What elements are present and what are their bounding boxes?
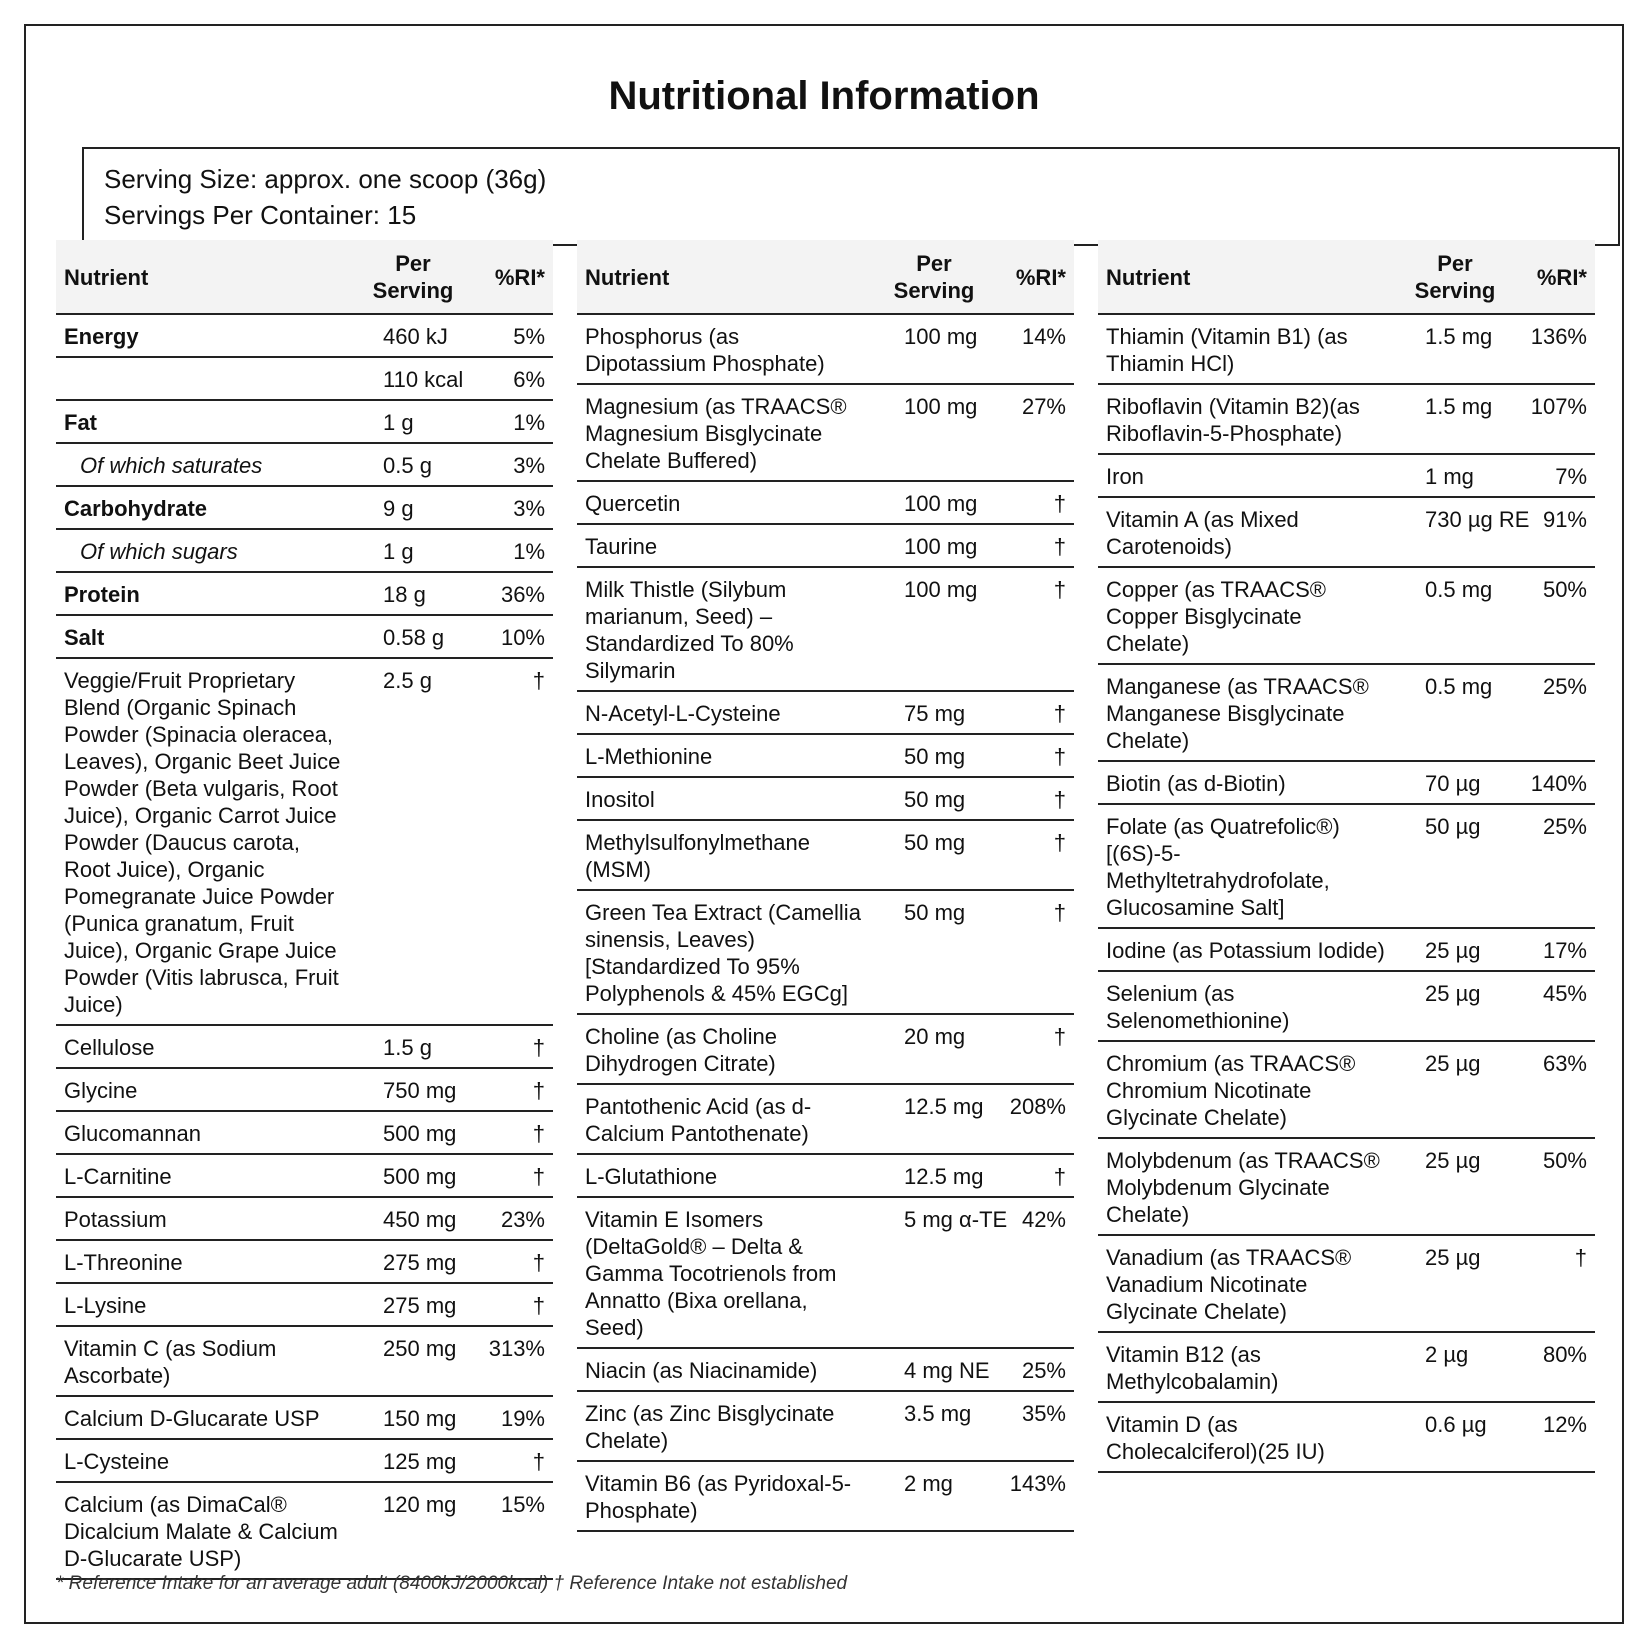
nutrient-name: Selenium (as Selenomethionine) (1098, 971, 1395, 1041)
ri-value: † (473, 1439, 553, 1482)
nutrient-name: Calcium D-Glucarate USP (56, 1396, 353, 1439)
footnote: * Reference Intake for an average adult (8400kJ/2000kcal) † Reference Intake not established (56, 1573, 848, 1594)
per-serving-value: 1 mg (1395, 454, 1515, 497)
table-row (577, 890, 1074, 1014)
table-row (56, 1482, 553, 1579)
table-row (577, 314, 1074, 384)
per-serving-value: 20 mg (874, 1014, 994, 1084)
table-row (56, 529, 553, 572)
per-serving-value: 125 mg (353, 1439, 473, 1482)
per-serving-value: 2.5 g (353, 658, 473, 1025)
ri-value: † (994, 1154, 1074, 1197)
per-serving-value: 9 g (353, 486, 473, 529)
table-row (577, 1391, 1074, 1461)
nutrient-name: L-Carnitine (56, 1154, 353, 1197)
table-row (1098, 454, 1595, 497)
nutrient-name: Calcium (as DimaCal® Dicalcium Malate & Calcium D-Glucarate USP) (56, 1482, 353, 1579)
ri-value: † (994, 777, 1074, 820)
nutrient-name: Veggie/Fruit Proprietary Blend (Organic Spinach Powder (Spinacia oleracea, Leaves), Organic Beet Juice Powder (Beta vulgaris, Root Juice), Organic Carrot Juice Powder (Daucus carota, Root Juice), Organic Pomegranate Juice Powder (Punica granatum, Fruit Juice), Organic Grape Juice Powder (Vitis labrusca, Fruit Juice) (56, 658, 353, 1025)
servings-per-container: Servings Per Container: 15 (104, 200, 417, 230)
ri-value: † (473, 1068, 553, 1111)
per-serving-value: 50 µg (1395, 804, 1515, 928)
table-row (56, 443, 553, 486)
table-row (577, 777, 1074, 820)
nutrient-column-2 (577, 240, 1074, 1532)
ri-value: 14% (994, 314, 1074, 384)
per-serving-value: 0.5 mg (1395, 664, 1515, 761)
table-row (1098, 384, 1595, 454)
per-serving-value: 25 µg (1395, 1138, 1515, 1235)
ri-value: † (473, 1283, 553, 1326)
ri-value: † (473, 658, 553, 1025)
nutrient-name: Copper (as TRAACS® Copper Bisglycinate Chelate) (1098, 567, 1395, 664)
ri-value: 15% (473, 1482, 553, 1579)
table-row (577, 524, 1074, 567)
nutrient-name: L-Lysine (56, 1283, 353, 1326)
per-serving-value: 50 mg (874, 734, 994, 777)
nutrient-name (56, 357, 353, 400)
per-serving-value: 275 mg (353, 1240, 473, 1283)
nutrient-name: Inositol (577, 777, 874, 820)
table-row (577, 567, 1074, 691)
table-row (56, 1068, 553, 1111)
ri-value: † (994, 524, 1074, 567)
per-serving-value: 75 mg (874, 691, 994, 734)
nutrient-name: Potassium (56, 1197, 353, 1240)
table-header-row (1098, 240, 1595, 314)
nutrient-name: Folate (as Quatrefolic®) [(6S)-5-Methyltetrahydrofolate, Glucosamine Salt] (1098, 804, 1395, 928)
table-row (577, 1154, 1074, 1197)
page-title: Nutritional Information (608, 74, 1040, 118)
ri-value: 136% (1515, 314, 1595, 384)
table-row (577, 1084, 1074, 1154)
ri-value: 25% (1515, 664, 1595, 761)
per-serving-value: 25 µg (1395, 928, 1515, 971)
nutrient-name: Salt (56, 615, 353, 658)
ri-value: 42% (994, 1197, 1074, 1348)
per-serving-value: 0.5 mg (1395, 567, 1515, 664)
nutrient-name: Methylsulfonylmethane (MSM) (577, 820, 874, 890)
nutrient-name: Chromium (as TRAACS® Chromium Nicotinate Glycinate Chelate) (1098, 1041, 1395, 1138)
ri-value: 1% (473, 400, 553, 443)
ri-value: 23% (473, 1197, 553, 1240)
nutrient-column-3 (1098, 240, 1595, 1473)
ri-value: 10% (473, 615, 553, 658)
table-row (56, 314, 553, 357)
nutrient-name: Iron (1098, 454, 1395, 497)
ri-value: † (994, 890, 1074, 1014)
nutrient-name: Vitamin B6 (as Pyridoxal-5-Phosphate) (577, 1461, 874, 1531)
table-row (56, 1283, 553, 1326)
nutrient-name: Taurine (577, 524, 874, 567)
ri-value: 50% (1515, 567, 1595, 664)
table-row (1098, 314, 1595, 384)
nutrient-name: Zinc (as Zinc Bisglycinate Chelate) (577, 1391, 874, 1461)
ri-value: 63% (1515, 1041, 1595, 1138)
ri-value: 143% (994, 1461, 1074, 1531)
header-nutrient: Nutrient (56, 240, 353, 314)
per-serving-value: 25 µg (1395, 1041, 1515, 1138)
table-row (1098, 971, 1595, 1041)
nutrient-name: Glucomannan (56, 1111, 353, 1154)
ri-value: † (994, 1014, 1074, 1084)
per-serving-value: 1 g (353, 400, 473, 443)
per-serving-value: 2 µg (1395, 1332, 1515, 1402)
per-serving-value: 5 mg α-TE (874, 1197, 994, 1348)
per-serving-value: 120 mg (353, 1482, 473, 1579)
serving-info-box (82, 147, 1620, 246)
nutrient-name: Green Tea Extract (Camellia sinensis, Leaves) [Standardized To 95% Polyphenols & 45% EGCg] (577, 890, 874, 1014)
table-row (56, 1111, 553, 1154)
per-serving-value: 460 kJ (353, 314, 473, 357)
nutrient-name: Quercetin (577, 481, 874, 524)
ri-value: 25% (1515, 804, 1595, 928)
table-row (577, 820, 1074, 890)
nutrient-name: Glycine (56, 1068, 353, 1111)
header-nutrient: Nutrient (577, 240, 874, 314)
per-serving-value: 1 g (353, 529, 473, 572)
per-serving-value: 4 mg NE (874, 1348, 994, 1391)
nutrient-name: Milk Thistle (Silybum marianum, Seed) – Standardized To 80% Silymarin (577, 567, 874, 691)
ri-value: 80% (1515, 1332, 1595, 1402)
nutrient-name: Manganese (as TRAACS® Manganese Bisglycinate Chelate) (1098, 664, 1395, 761)
per-serving-value: 110 kcal (353, 357, 473, 400)
per-serving-value: 18 g (353, 572, 473, 615)
ri-value: 27% (994, 384, 1074, 481)
table-row (1098, 1402, 1595, 1472)
nutrient-name: Molybdenum (as TRAACS® Molybdenum Glycinate Chelate) (1098, 1138, 1395, 1235)
ri-value: † (994, 691, 1074, 734)
nutrient-name: Of which sugars (56, 529, 353, 572)
ri-value: 208% (994, 1084, 1074, 1154)
ri-value: † (473, 1025, 553, 1068)
table-row (56, 1326, 553, 1396)
serving-size: Serving Size: approx. one scoop (36g) (104, 164, 547, 194)
nutrient-name: Vanadium (as TRAACS® Vanadium Nicotinate Glycinate Chelate) (1098, 1235, 1395, 1332)
per-serving-value: 275 mg (353, 1283, 473, 1326)
table-header-row (56, 240, 553, 314)
table-row (56, 357, 553, 400)
ri-value: 7% (1515, 454, 1595, 497)
table-row (1098, 1332, 1595, 1402)
nutrient-name: Biotin (as d-Biotin) (1098, 761, 1395, 804)
per-serving-value: 0.6 µg (1395, 1402, 1515, 1472)
per-serving-value: 3.5 mg (874, 1391, 994, 1461)
per-serving-value: 500 mg (353, 1111, 473, 1154)
per-serving-value: 12.5 mg (874, 1154, 994, 1197)
table-row (56, 486, 553, 529)
table-row (56, 400, 553, 443)
table-row (1098, 1138, 1595, 1235)
nutrient-name: Vitamin D (as Cholecalciferol)(25 IU) (1098, 1402, 1395, 1472)
per-serving-value: 12.5 mg (874, 1084, 994, 1154)
ri-value: 45% (1515, 971, 1595, 1041)
table-row (577, 691, 1074, 734)
nutrient-name: Thiamin (Vitamin B1) (as Thiamin HCl) (1098, 314, 1395, 384)
ri-value: † (1515, 1235, 1595, 1332)
per-serving-value: 100 mg (874, 384, 994, 481)
nutrient-name: Vitamin A (as Mixed Carotenoids) (1098, 497, 1395, 567)
per-serving-value: 100 mg (874, 314, 994, 384)
table-row (1098, 928, 1595, 971)
ri-value: 50% (1515, 1138, 1595, 1235)
ri-value: 36% (473, 572, 553, 615)
nutrient-name: Magnesium (as TRAACS® Magnesium Bisglycinate Chelate Buffered) (577, 384, 874, 481)
per-serving-value: 730 µg RE (1395, 497, 1515, 567)
ri-value: 3% (473, 443, 553, 486)
per-serving-value: 500 mg (353, 1154, 473, 1197)
table-row (56, 1439, 553, 1482)
ri-value: 313% (473, 1326, 553, 1396)
nutrient-name: Riboflavin (Vitamin B2)(as Riboflavin-5-Phosphate) (1098, 384, 1395, 454)
nutrient-name: Cellulose (56, 1025, 353, 1068)
nutrient-name: Vitamin B12 (as Methylcobalamin) (1098, 1332, 1395, 1402)
table-row (1098, 804, 1595, 928)
ri-value: 25% (994, 1348, 1074, 1391)
table-row (577, 1014, 1074, 1084)
ri-value: 6% (473, 357, 553, 400)
per-serving-value: 25 µg (1395, 1235, 1515, 1332)
per-serving-value: 0.58 g (353, 615, 473, 658)
header-per-serving: Per Serving (353, 240, 473, 314)
table-row (56, 1197, 553, 1240)
ri-value: 35% (994, 1391, 1074, 1461)
per-serving-value: 100 mg (874, 481, 994, 524)
table-row (1098, 567, 1595, 664)
ri-value: † (473, 1111, 553, 1154)
nutrient-name: Carbohydrate (56, 486, 353, 529)
ri-value: 1% (473, 529, 553, 572)
ri-value: 5% (473, 314, 553, 357)
nutrient-name: Phosphorus (as Dipotassium Phosphate) (577, 314, 874, 384)
table-header-row (577, 240, 1074, 314)
per-serving-value: 250 mg (353, 1326, 473, 1396)
ri-value: † (994, 481, 1074, 524)
ri-value: † (994, 820, 1074, 890)
table-row (577, 1461, 1074, 1531)
nutrient-name: Iodine (as Potassium Iodide) (1098, 928, 1395, 971)
nutrient-name: L-Glutathione (577, 1154, 874, 1197)
nutrient-name: Fat (56, 400, 353, 443)
table-row (577, 1197, 1074, 1348)
per-serving-value: 1.5 g (353, 1025, 473, 1068)
per-serving-value: 25 µg (1395, 971, 1515, 1041)
nutrient-table (577, 240, 1074, 1532)
header-per-serving: Per Serving (1395, 240, 1515, 314)
per-serving-value: 50 mg (874, 890, 994, 1014)
table-row (577, 734, 1074, 777)
nutrient-name: Choline (as Choline Dihydrogen Citrate) (577, 1014, 874, 1084)
per-serving-value: 450 mg (353, 1197, 473, 1240)
ri-value: 140% (1515, 761, 1595, 804)
nutrient-name: L-Methionine (577, 734, 874, 777)
nutrient-name: Vitamin C (as Sodium Ascorbate) (56, 1326, 353, 1396)
nutrient-name: Pantothenic Acid (as d-Calcium Pantothenate) (577, 1084, 874, 1154)
table-row (577, 1348, 1074, 1391)
table-row (56, 615, 553, 658)
table-row (577, 481, 1074, 524)
ri-value: 91% (1515, 497, 1595, 567)
per-serving-value: 50 mg (874, 820, 994, 890)
header-per-serving: Per Serving (874, 240, 994, 314)
per-serving-value: 50 mg (874, 777, 994, 820)
table-row (577, 384, 1074, 481)
ri-value: † (994, 734, 1074, 777)
nutrient-name: Of which saturates (56, 443, 353, 486)
nutrient-name: Niacin (as Niacinamide) (577, 1348, 874, 1391)
per-serving-value: 100 mg (874, 567, 994, 691)
nutrient-name: Energy (56, 314, 353, 357)
nutrient-name: Protein (56, 572, 353, 615)
ri-value: 12% (1515, 1402, 1595, 1472)
table-row (1098, 1041, 1595, 1138)
header-nutrient: Nutrient (1098, 240, 1395, 314)
table-row (56, 1025, 553, 1068)
ri-value: 3% (473, 486, 553, 529)
table-row (1098, 761, 1595, 804)
nutrient-name: Vitamin E Isomers (DeltaGold® – Delta & Gamma Tocotrienols from Annatto (Bixa orellana, Seed) (577, 1197, 874, 1348)
per-serving-value: 70 µg (1395, 761, 1515, 804)
ri-value: 17% (1515, 928, 1595, 971)
nutrient-name: N-Acetyl-L-Cysteine (577, 691, 874, 734)
table-row (1098, 664, 1595, 761)
ri-value: † (473, 1240, 553, 1283)
nutrient-column-1 (56, 240, 553, 1580)
per-serving-value: 1.5 mg (1395, 384, 1515, 454)
table-row (56, 1154, 553, 1197)
table-row (56, 1240, 553, 1283)
per-serving-value: 0.5 g (353, 443, 473, 486)
nutrient-table (56, 240, 553, 1580)
nutrient-name: L-Threonine (56, 1240, 353, 1283)
table-row (56, 658, 553, 1025)
table-row (56, 572, 553, 615)
header-ri: %RI* (473, 240, 553, 314)
ri-value: † (994, 567, 1074, 691)
table-row (56, 1396, 553, 1439)
header-ri: %RI* (1515, 240, 1595, 314)
per-serving-value: 2 mg (874, 1461, 994, 1531)
per-serving-value: 1.5 mg (1395, 314, 1515, 384)
ri-value: † (473, 1154, 553, 1197)
table-row (1098, 1235, 1595, 1332)
per-serving-value: 100 mg (874, 524, 994, 567)
nutrient-table (1098, 240, 1595, 1473)
ri-value: 107% (1515, 384, 1595, 454)
nutrient-name: L-Cysteine (56, 1439, 353, 1482)
table-row (1098, 497, 1595, 567)
header-ri: %RI* (994, 240, 1074, 314)
per-serving-value: 150 mg (353, 1396, 473, 1439)
per-serving-value: 750 mg (353, 1068, 473, 1111)
ri-value: 19% (473, 1396, 553, 1439)
